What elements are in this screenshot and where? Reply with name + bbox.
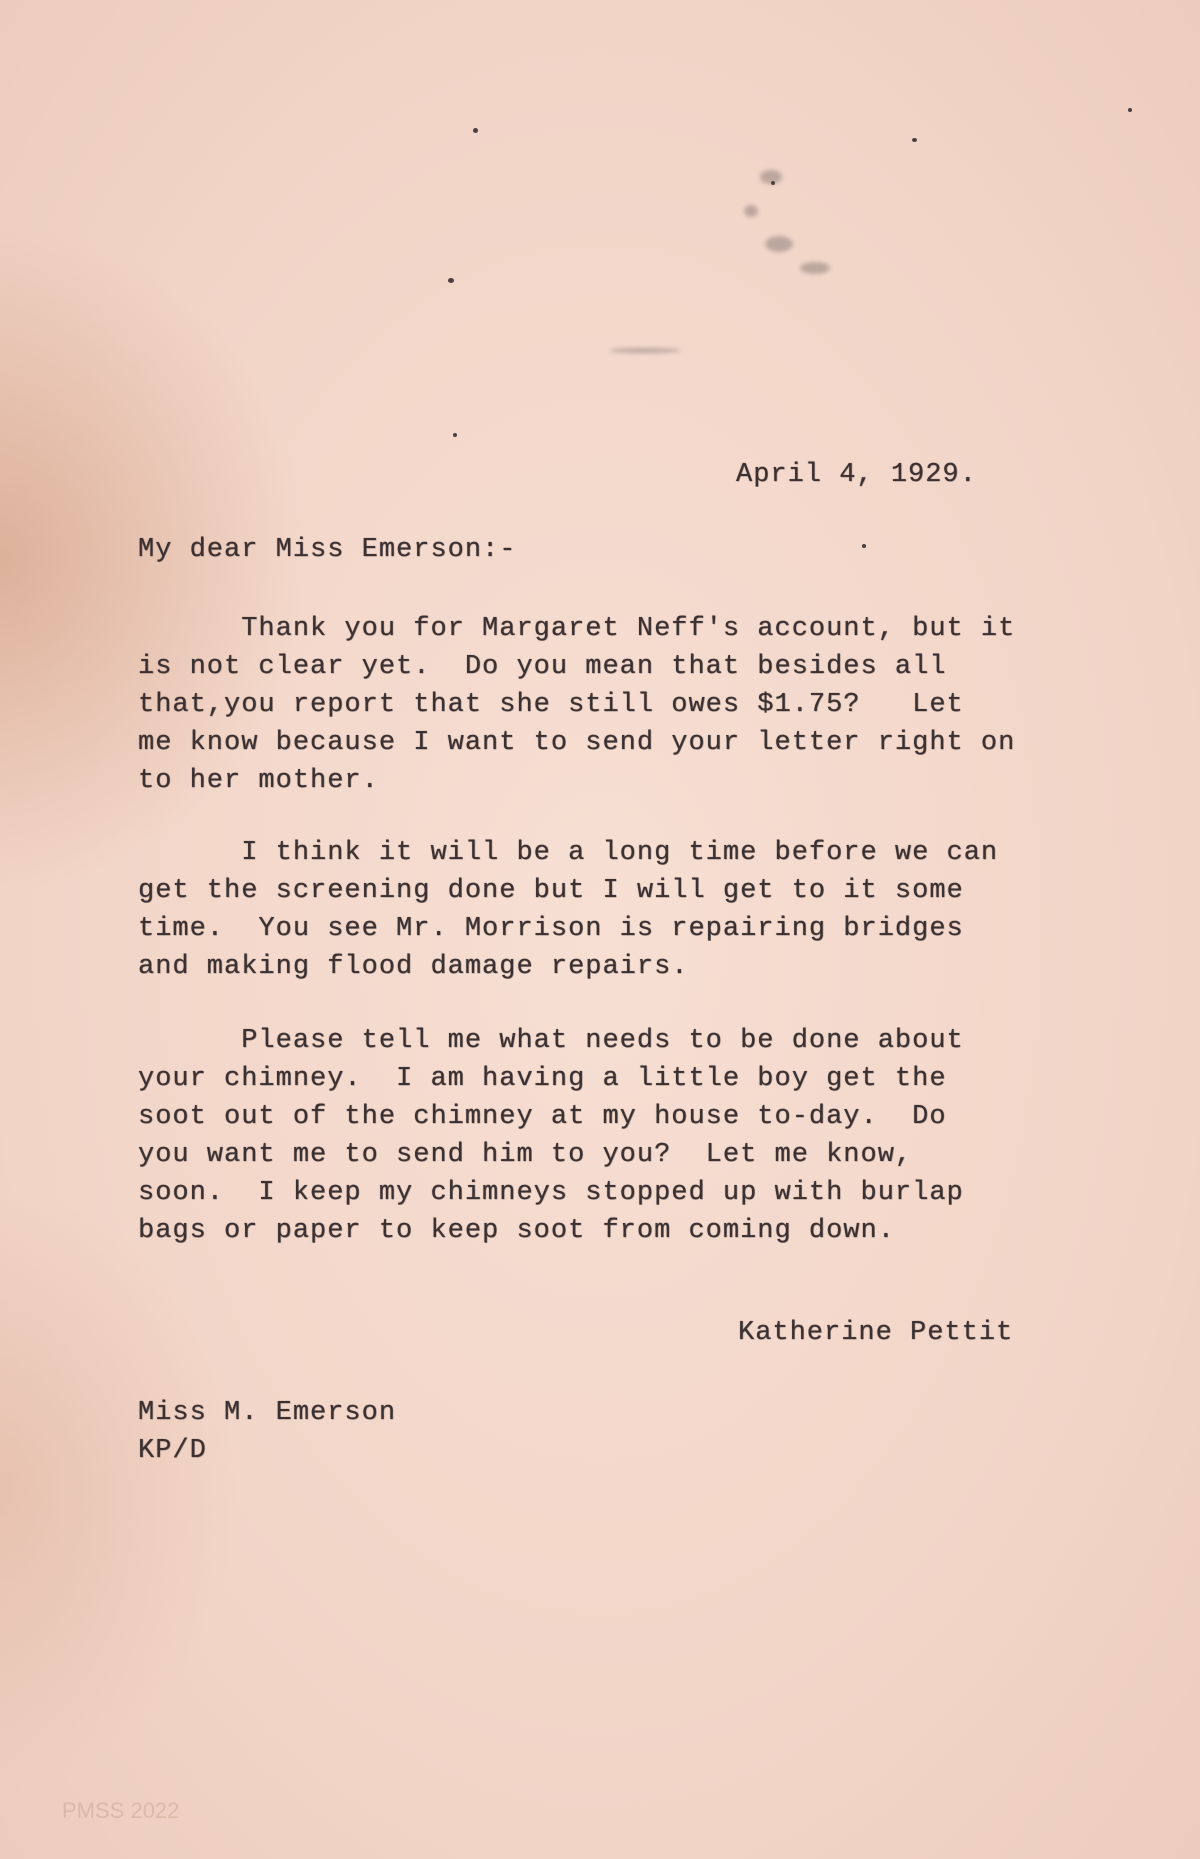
ink-smudge xyxy=(760,170,782,184)
paragraph-line: and making flood damage repairs. xyxy=(138,952,689,982)
ink-speck xyxy=(448,278,454,283)
paragraph-chimney xyxy=(138,1022,964,1250)
ink-speck xyxy=(1128,108,1132,112)
paragraph-line: time. You see Mr. Morrison is repairing bridges xyxy=(138,914,964,944)
ink-speck xyxy=(453,433,457,437)
ink-smudge xyxy=(800,262,830,274)
paragraph-line: to her mother. xyxy=(138,766,379,796)
paragraph-line: that,you report that she still owes $1.75? Let xyxy=(138,690,964,720)
paragraph-screening xyxy=(138,834,998,986)
paragraph-line: Please tell me what needs to be done about xyxy=(138,1026,964,1056)
reference-initials: KP/D xyxy=(138,1436,207,1466)
signature: Katherine Pettit xyxy=(738,1318,1014,1348)
recipient-name: Miss M. Emerson xyxy=(138,1398,397,1428)
paragraph-line: your chimney. I am having a little boy get the xyxy=(138,1064,947,1094)
ink-smudge xyxy=(744,205,758,217)
archive-watermark: PMSS 2022 xyxy=(62,1798,180,1823)
ink-speck xyxy=(862,544,866,548)
paragraph-line: you want me to send him to you? Let me know, xyxy=(138,1140,913,1170)
paragraph-line: Thank you for Margaret Neff's account, but it xyxy=(138,614,1016,644)
ink-speck xyxy=(473,128,478,133)
paragraph-line: get the screening done but I will get to it some xyxy=(138,876,964,906)
ink-speck xyxy=(912,138,917,142)
salutation: My dear Miss Emerson:- xyxy=(138,535,517,565)
paragraph-line: soon. I keep my chimneys stopped up with burlap xyxy=(138,1178,964,1208)
ink-smudge xyxy=(610,348,680,353)
paragraph-line: soot out of the chimney at my house to-day. Do xyxy=(138,1102,947,1132)
paragraph-line: bags or paper to keep soot from coming down. xyxy=(138,1216,895,1246)
ink-smudge xyxy=(765,236,793,252)
paragraph-line: is not clear yet. Do you mean that besides all xyxy=(138,652,947,682)
letter-date: April 4, 1929. xyxy=(736,460,977,490)
paragraph-line: I think it will be a long time before we can xyxy=(138,838,999,868)
paragraph-line: me know because I want to send your letter right on xyxy=(138,728,1016,758)
paragraph-account xyxy=(138,610,1015,800)
